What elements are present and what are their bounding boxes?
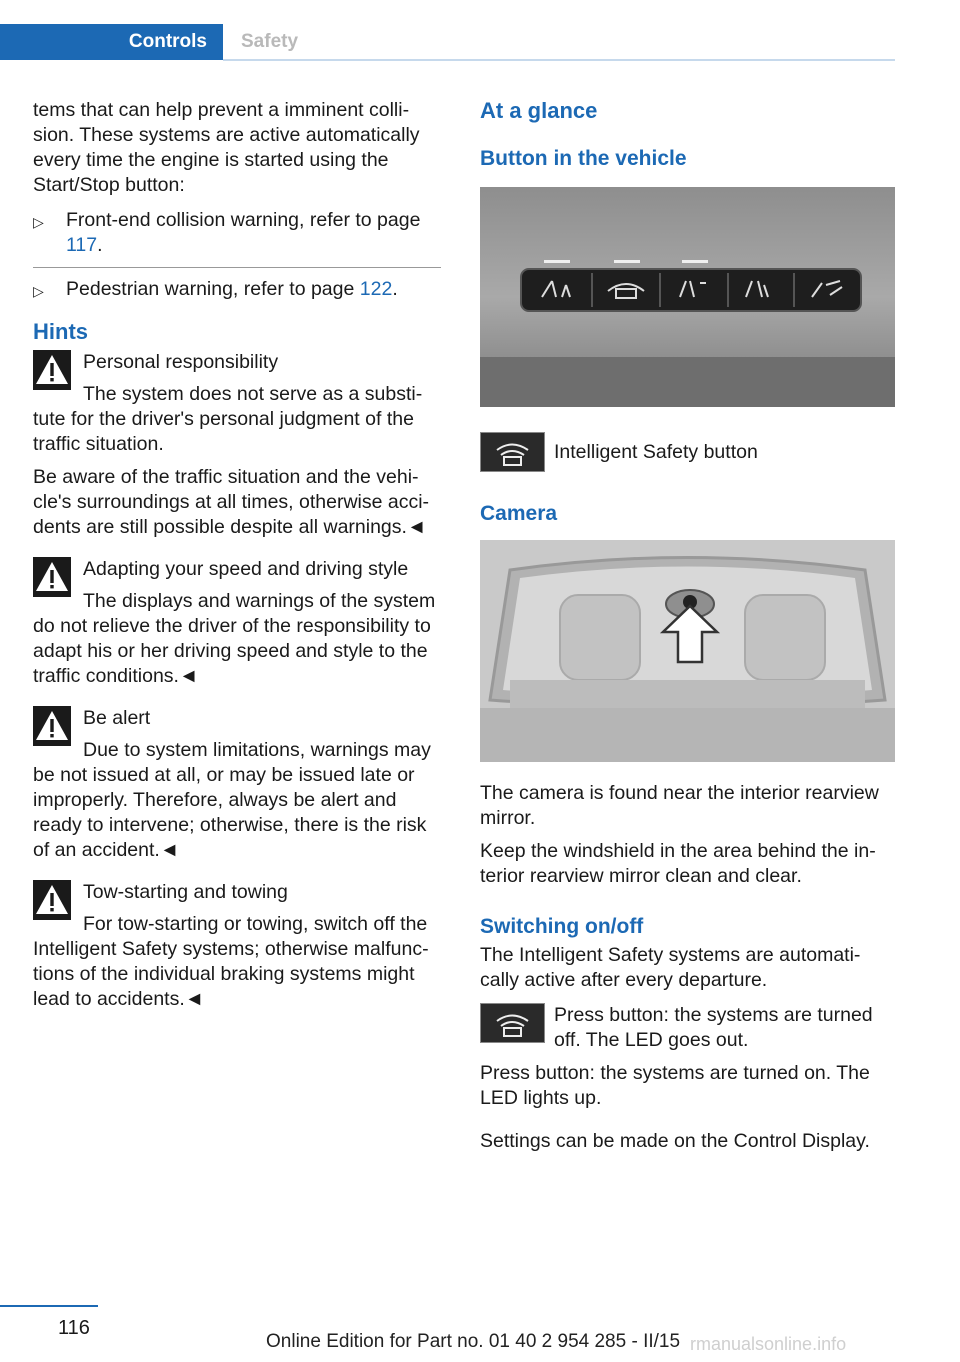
list-item: ▷ Pedestrian warning, refer to page 122. bbox=[33, 277, 443, 302]
page-number: 116 bbox=[58, 1317, 90, 1339]
button-caption-row bbox=[480, 432, 895, 472]
bullet1-text: Front-end collision warning, refer to page bbox=[66, 209, 421, 231]
page-link-117[interactable]: 117 bbox=[66, 234, 98, 256]
divider bbox=[33, 267, 441, 268]
camera-paragraph-2: Keep the windshield in the area behind the in-terior rearview mirror clean and clear. bbox=[480, 840, 876, 887]
warning-body-lead: The system does not serve as a substi- bbox=[83, 383, 423, 405]
camera-paragraph-1: The camera is found near the interior rearview mirror. bbox=[480, 782, 879, 829]
button-caption: Intelligent Safety button bbox=[554, 441, 758, 463]
press-off-text: Press button: the systems are turned off. The LED goes out. bbox=[554, 1004, 873, 1051]
switching-heading: Switching on/off bbox=[480, 915, 644, 938]
left-column bbox=[33, 98, 443, 1012]
warning-extra: Be aware of the traffic situation and the vehi-cle's surroundings at all times, otherwise acci-dents are still possible despite all warnings.◄ bbox=[33, 466, 430, 538]
right-column bbox=[480, 98, 895, 1154]
button-heading: Button in the vehicle bbox=[480, 147, 687, 170]
page-link-122[interactable]: 122 bbox=[359, 278, 393, 300]
warning-title: Personal responsibility bbox=[83, 351, 279, 373]
press-off-row bbox=[480, 1003, 895, 1053]
warning-body-rest: tute for the driver's personal judgment of the traffic situation. bbox=[33, 408, 414, 455]
bullet-triangle-icon: ▷ bbox=[33, 283, 44, 299]
warning-title: Tow-starting and towing bbox=[83, 881, 288, 903]
settings-text: Settings can be made on the Control Display. bbox=[480, 1130, 870, 1152]
intelligent-safety-button-icon bbox=[480, 1003, 545, 1043]
warning-body: For tow-starting or towing, switch off the Intelligent Safety systems; otherwise malfunc-tions of the individual braking systems might lead to accidents.◄ bbox=[33, 913, 429, 1010]
press-on-text: Press button: the systems are turned on. The LED lights up. bbox=[480, 1062, 870, 1109]
warning-speed-style bbox=[33, 557, 443, 582]
warning-be-alert bbox=[33, 706, 443, 731]
at-a-glance-heading: At a glance bbox=[480, 98, 598, 123]
warning-personal-responsibility bbox=[33, 350, 443, 407]
camera-location-image bbox=[480, 540, 895, 762]
hints-heading: Hints bbox=[33, 319, 88, 344]
warning-triangle-icon bbox=[33, 880, 71, 920]
warning-title: Adapting your speed and driving style bbox=[83, 558, 409, 580]
chapter-tabs bbox=[0, 24, 895, 62]
camera-heading: Camera bbox=[480, 502, 558, 525]
switching-paragraph-1: The Intelligent Safety systems are automati-cally active after every departure. bbox=[480, 944, 861, 991]
warning-triangle-icon bbox=[33, 706, 71, 746]
warning-towing bbox=[33, 880, 443, 905]
edition-line: Online Edition for Part no. 01 40 2 954 285 - II/15 bbox=[266, 1331, 681, 1352]
tab-controls[interactable]: Controls bbox=[0, 24, 223, 60]
footer-rule bbox=[0, 1305, 98, 1307]
warning-triangle-icon bbox=[33, 350, 71, 390]
tab-safety[interactable]: Safety bbox=[241, 31, 299, 52]
bullet-triangle-icon: ▷ bbox=[33, 214, 44, 230]
warning-triangle-icon bbox=[33, 557, 71, 597]
warning-title: Be alert bbox=[83, 707, 151, 729]
bullet2-text: Pedestrian warning, refer to page bbox=[66, 278, 360, 300]
watermark: rmanualsonline.info bbox=[690, 1334, 847, 1354]
warning-body: The displays and warnings of the system do not relieve the driver of the responsibility to adapt his or her driving speed and style to the traffic conditions.◄ bbox=[33, 590, 436, 687]
warning-body: Due to system limitations, warnings may be not issued at all, or may be issued late or improperly. Therefore, always be alert and ready to intervene; otherwise, there is the risk of an accident.◄ bbox=[33, 739, 431, 861]
list-item: ▷ Front-end collision warning, refer to page 117. bbox=[33, 209, 421, 256]
button-panel-image bbox=[480, 187, 895, 407]
intelligent-safety-button-icon bbox=[480, 432, 545, 472]
header-rule bbox=[223, 59, 895, 61]
intro-paragraph: tems that can help prevent a imminent colli-sion. These systems are active automatically every time the engine is started using the Start/Stop button: bbox=[33, 99, 420, 196]
